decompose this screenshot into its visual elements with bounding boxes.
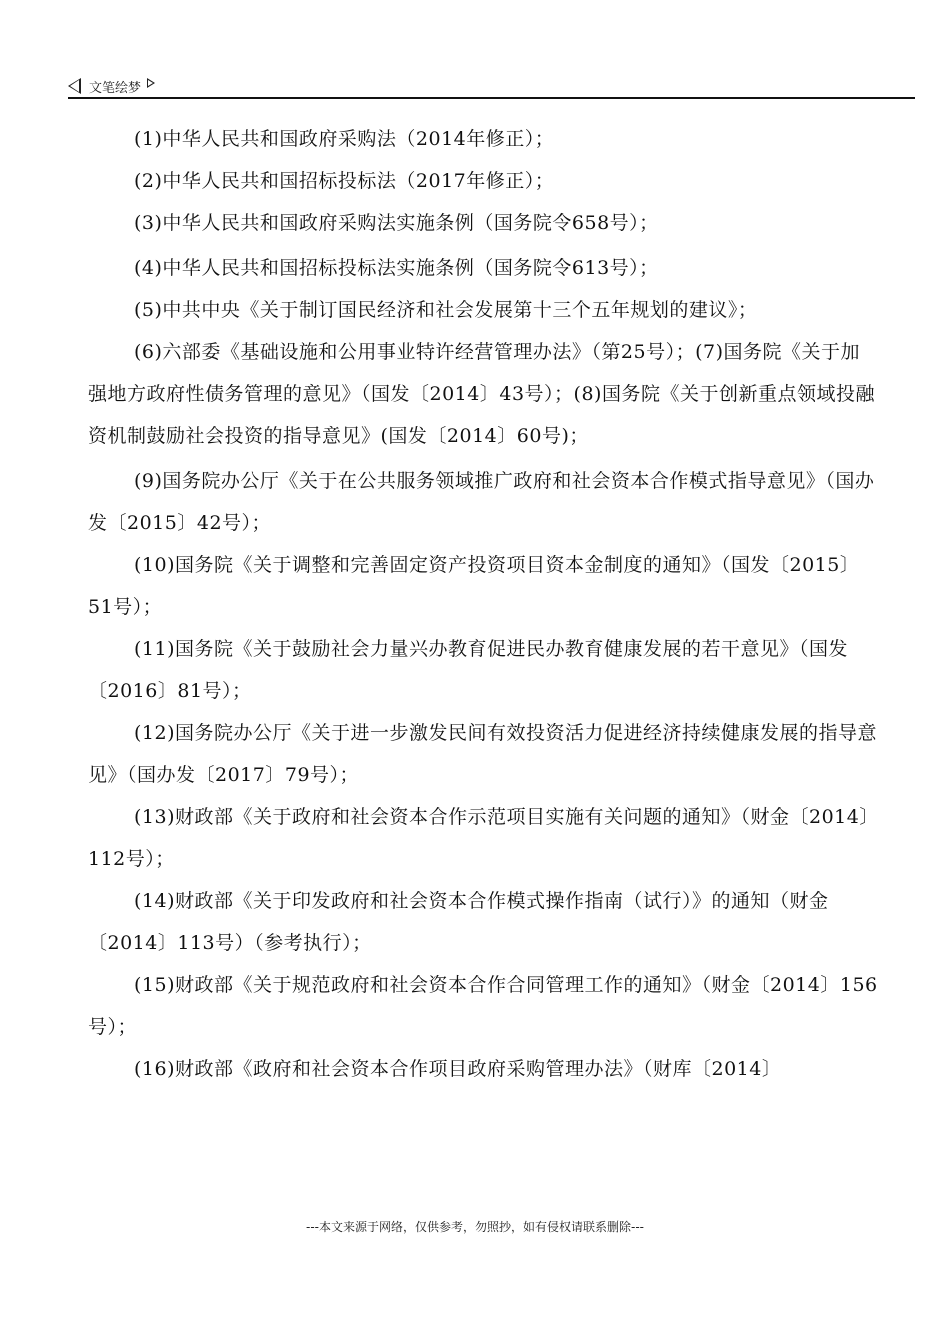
paragraph: (14)财政部《关于印发政府和社会资本合作模式操作指南（试行）》的通知（财金〔2014〕113号）（参考执行）；: [88, 890, 829, 954]
paragraph: (4)中华人民共和国招标投标法实施条例（国务院令613号）；: [134, 257, 659, 279]
header-title: 文笔绘梦: [89, 80, 142, 96]
triangle-right-icon: [147, 78, 155, 88]
paragraph: (5)中共中央《关于制订国民经济和社会发展第十三个五年规划的建议》；: [134, 299, 758, 321]
paragraph: (9)国务院办公厅《关于在公共服务领域推广政府和社会资本合作模式指导意见》（国办发〔2015〕42号）；: [88, 470, 875, 534]
paragraph: (11)国务院《关于鼓励社会力量兴办教育促进民办教育健康发展的若干意见》（国发〔2016〕81号）；: [88, 638, 849, 702]
page-header: [68, 74, 155, 98]
triangle-left-icon: [68, 78, 81, 94]
paragraph: (10)国务院《关于调整和完善固定资产投资项目资本金制度的通知》（国发〔2015〕51号）；: [88, 554, 860, 618]
paragraph: (12)国务院办公厅《关于进一步激发民间有效投资活力促进经济持续健康发展的指导意见》（国办发〔2017〕79号）；: [88, 722, 878, 786]
paragraph: (3)中华人民共和国政府采购法实施条例（国务院令658号）；: [134, 212, 659, 234]
paragraph: (6)六部委《基础设施和公用事业特许经营管理办法》（第25号）；(7)国务院《关于加强地方政府性债务管理的意见》（国发〔2014〕43号）；(8)国务院《关于创新重点领域投融资机制鼓励社会投资的指导意见》(国发〔2014〕60号)；: [88, 341, 875, 447]
page-footer: ---本文来源于网络，仅供参考，勿照抄，如有侵权请联系删除---: [306, 1220, 644, 1234]
paragraph: (16)财政部《政府和社会资本合作项目政府采购管理办法》（财库〔2014〕: [134, 1058, 782, 1080]
paragraph: (2)中华人民共和国招标投标法（2017年修正）；: [134, 170, 555, 192]
header-rule: [68, 97, 915, 99]
paragraph: (13)财政部《关于政府和社会资本合作示范项目实施有关问题的通知》（财金〔2014〕112号）；: [88, 806, 870, 870]
document-body: [88, 118, 878, 1090]
paragraph: (1)中华人民共和国政府采购法（2014年修正）；: [134, 128, 555, 150]
paragraph: (15)财政部《关于规范政府和社会资本合作合同管理工作的通知》（财金〔2014〕156号）；: [88, 974, 878, 1038]
